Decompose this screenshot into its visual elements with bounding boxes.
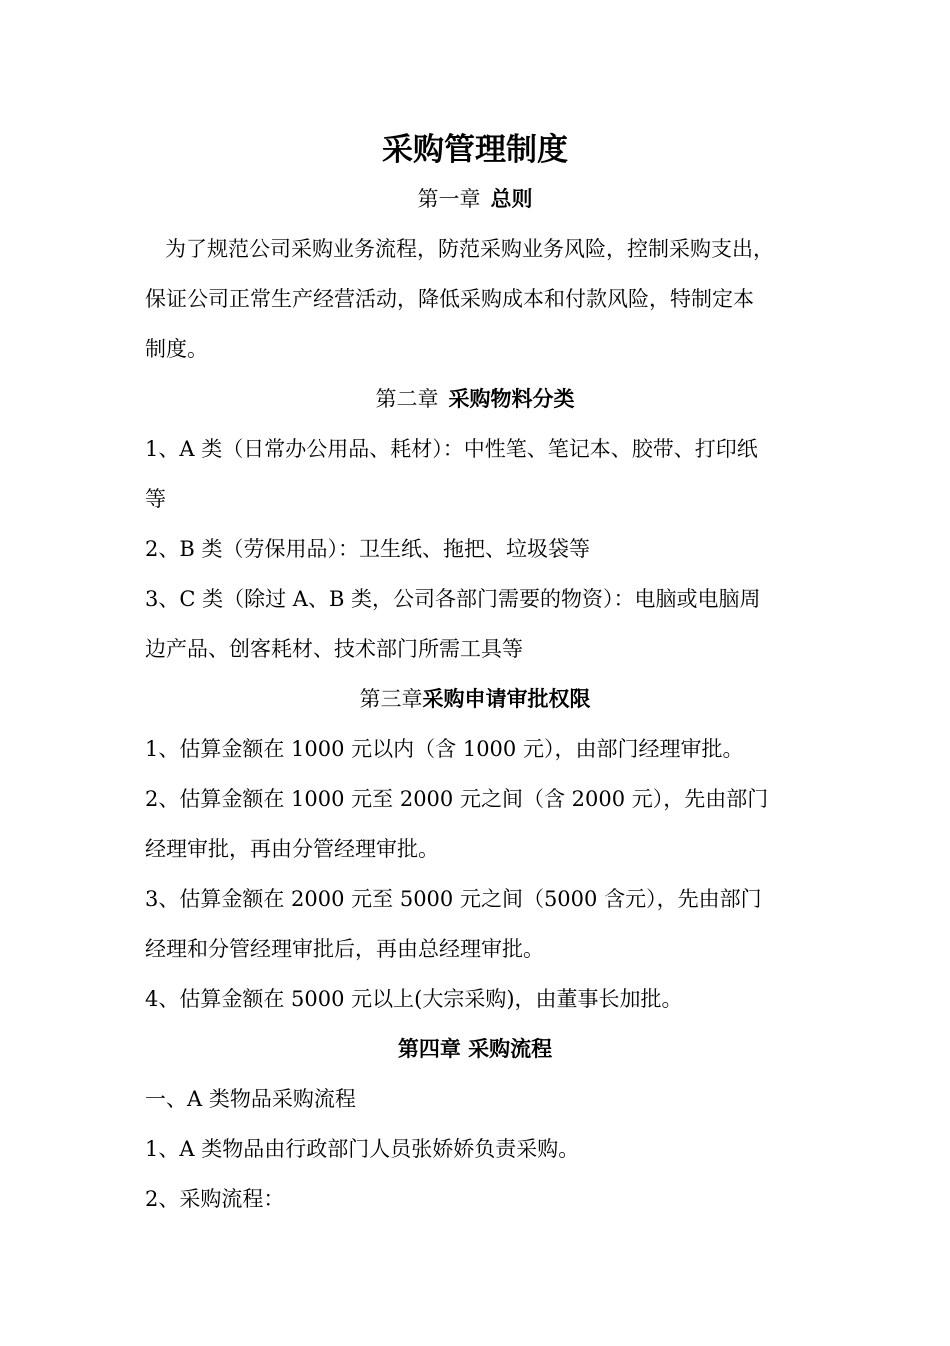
document-title: 采购管理制度 <box>382 132 568 168</box>
chapter-4-heading: 第四章 采购流程 <box>397 1036 553 1061</box>
chapter-2-prefix: 第二章 <box>375 387 439 411</box>
chapter-3-line: 4、估算金额在 5000 元以上(大宗采购)，由董事长加批。 <box>145 987 683 1011</box>
chapter-4-line: 2、采购流程： <box>145 1187 285 1211</box>
chapter-3-name: 采购申请审批权限 <box>422 686 591 711</box>
chapter-3-line: 1、估算金额在 1000 元以内（含 1000 元），由部门经理审批。 <box>145 737 744 761</box>
chapter-1-prefix: 第一章 <box>417 187 481 211</box>
chapter-3-line: 2、估算金额在 1000 元至 2000 元之间（含 2000 元），先由部门 <box>145 787 769 811</box>
chapter-1-paragraph-line: 保证公司正常生产经营活动，降低采购成本和付款风险，特制定本 <box>145 287 754 311</box>
chapter-2-line: 3、C 类（除过 A、B 类，公司各部门需要的物资）：电脑或电脑周 <box>145 587 761 611</box>
chapter-2-line: 1、A 类（日常办公用品、耗材）：中性笔、笔记本、胶带、打印纸 <box>145 437 758 461</box>
chapter-3-line: 经理和分管经理审批后，再由总经理审批。 <box>145 937 544 961</box>
chapter-4-line: 一、A 类物品采购流程 <box>145 1087 356 1111</box>
chapter-1-paragraph-line: 为了规范公司采购业务流程，防范采购业务风险，控制采购支出， <box>165 237 774 261</box>
chapter-2-heading <box>145 384 805 414</box>
chapter-2-line: 边产品、创客耗材、技术部门所需工具等 <box>145 637 523 661</box>
chapter-4-line: 1、A 类物品由行政部门人员张娇娇负责采购。 <box>145 1137 580 1161</box>
chapter-2-name: 采购物料分类 <box>448 386 575 411</box>
chapter-3-heading <box>145 684 805 714</box>
chapter-2-line: 等 <box>145 487 166 511</box>
chapter-3-prefix: 第三章 <box>359 687 423 711</box>
chapter-1-paragraph-line: 制度。 <box>145 337 208 361</box>
chapter-1-name: 总则 <box>490 186 533 211</box>
chapter-2-line: 2、B 类（劳保用品）：卫生纸、拖把、垃圾袋等 <box>145 537 590 561</box>
chapter-3-line: 3、估算金额在 2000 元至 5000 元之间（5000 含元），先由部门 <box>145 887 762 911</box>
chapter-3-line: 经理审批，再由分管经理审批。 <box>145 837 439 861</box>
chapter-1-heading <box>145 184 805 214</box>
